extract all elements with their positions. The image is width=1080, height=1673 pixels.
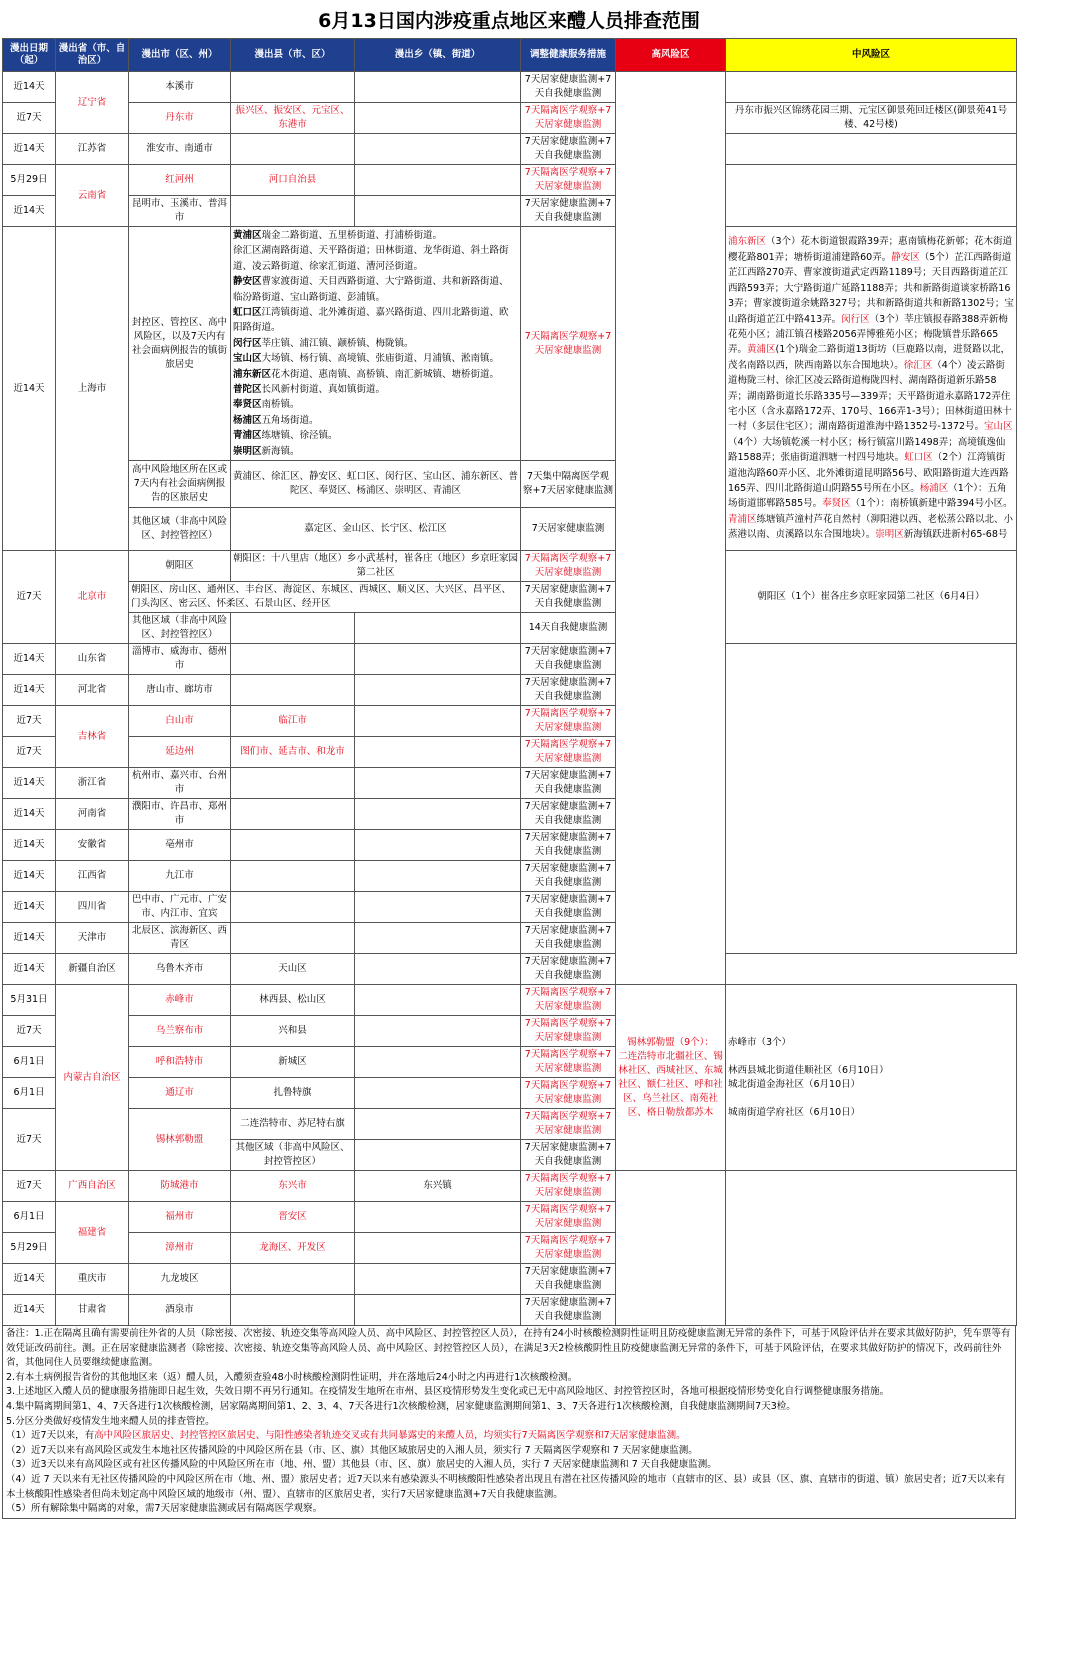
cell-measure: 7天隔离医学观察+7天居家健康监测 [521, 1047, 616, 1078]
district-name: 浦东新区 [233, 368, 272, 380]
cell-province: 上海市 [56, 227, 129, 551]
cell-measure: 7天居家健康监测+7天自我健康监测 [521, 72, 616, 103]
cell-city: 朝阳区、房山区、通州区、丰台区、海淀区、东城区、西城区、顺义区、大兴区、昌平区、门头沟区、密云区、怀柔区、石景山区、经开区 [129, 582, 521, 613]
area-list: （5个）芷江西路街道芷江西路270弄、曹家渡街道武定西路1189号；天目西路街道芷江西路593弄；大宁路街道广延路1188弄；共和新路街道谈家桥路163弄；曹家渡街道余姚路327号；共和新路街道共和新路1302号；宝山路街道芷江中路413弄。 [728, 251, 1014, 325]
cell-city: 封控区、管控区、高中风险区，以及7天内有社会面病例报告的镇街旅居史 [129, 227, 231, 461]
area-list: （3个）花木街道银霞路39弄；惠南镇梅花新邨；花木街道樱花路801弄；塘桥街道浦建路60弄。 [728, 236, 1013, 263]
cell-measure: 7天隔离医学观察+7天居家健康监测 [521, 1109, 616, 1140]
cell-county [231, 1264, 355, 1295]
cell-city: 呼和浩特市 [129, 1047, 231, 1078]
note-item: （4）近 7 天以来有无社区传播风险的中风险区所在市（地、州、盟）旅居史者；近7天以来有感染源头不明核酸阳性感染者出现且有潜在社区传播风险的地市（直辖市的区、县）或县（区、旗、直辖市的街道、镇）旅居史者；近7天以来有本土核酸阳性感染者但尚未划定高中风险区域的地级市（州、盟）、直辖市的区旅居史者，实行7天居家健康监测+7天自我健康监测。 [6, 1474, 1006, 1500]
area-list: 新海镇跃进新村65-68号 [903, 529, 1008, 541]
area-list: （1个）：五角场街道邯郸路585号。 [728, 482, 1007, 510]
area-list: （2个）江湾镇街道池沟路60弄小区、北外滩街道昆明路56号、欧阳路街道大连西路165弄、四川北路街道山阴路55号所在小区。 [728, 452, 1009, 494]
cell-county: 龙海区、开发区 [231, 1233, 355, 1264]
mid-risk-item: 城北街道金海社区（6月10日） [728, 1078, 861, 1090]
cell-mid-risk [726, 165, 1017, 227]
note-item: （3）近3天以来有高风险区或有社区传播风险的中风险区所在市（地、州、盟）其他县（市、区、旗）旅居史的入湘人员，实行 7 天居家健康监测和 7 天自我健康监测。 [6, 1459, 717, 1471]
cell-city: 亳州市 [129, 830, 231, 861]
district-name: 宝山区 [233, 353, 262, 365]
cell-county [231, 1295, 355, 1326]
cell-measure: 7天居家健康监测+7天自我健康监测 [521, 768, 616, 799]
header-row [3, 39, 1017, 72]
cell-high-risk [616, 72, 726, 985]
cell-measure: 7天居家健康监测+7天自我健康监测 [521, 644, 616, 675]
cell-town [355, 134, 521, 165]
cell-town [355, 1264, 521, 1295]
area-list: （4个）凌云路街道梅陇三村、徐汇区凌云路街道梅陇四村、湖南路街道新乐路58弄；湖南路街道长乐路335号—339弄；天平路街道永嘉路172弄住宅小区（含永嘉路172弄、170号、166弄1-3号）；田林街道田林十一村（多层住宅区）；湖南路街道淮海中路1352号-1372号。 [728, 359, 1012, 433]
cell-measure: 7天隔离医学观察+7天居家健康监测 [521, 1233, 616, 1264]
town-list-item [233, 305, 518, 336]
col-town: 漫出乡（镇、街道） [355, 39, 521, 72]
col-county: 漫出县（市、区） [231, 39, 355, 72]
cell-town [355, 1202, 521, 1233]
town-list-item [233, 351, 518, 366]
cell-county: 林西县、松山区 [231, 985, 355, 1016]
cell-city: 通辽市 [129, 1078, 231, 1109]
col-city: 漫出市（区、州） [129, 39, 231, 72]
cell-city: 淮安市、南通市 [129, 134, 231, 165]
cell-date: 5月31日 [3, 985, 56, 1016]
cell-county: 图们市、延吉市、和龙市 [231, 737, 355, 768]
cell-province: 云南省 [56, 165, 129, 227]
cell-date: 近14天 [3, 892, 56, 923]
cell-city: 本溪市 [129, 72, 231, 103]
cell-city: 乌鲁木齐市 [129, 954, 231, 985]
cell-measure: 7天隔离医学观察+7天居家健康监测 [521, 737, 616, 768]
cell-date: 近14天 [3, 227, 56, 551]
cell-city: 昆明市、玉溪市、普洱市 [129, 196, 231, 227]
cell-town [355, 954, 521, 985]
cell-province: 新疆自治区 [56, 954, 129, 985]
note-item: 3.上述地区入醴人员的健康服务措施即日起生效，失效日期不再另行通知。在疫情发生地所在市州、县区疫情形势发生变化或已无中高风险地区、封控管控区时，各地可根据疫情形势变化自行调整健康服务措施。 [6, 1386, 890, 1398]
cell-county [231, 799, 355, 830]
cell-measure: 7天居家健康监测+7天自我健康监测 [521, 582, 616, 613]
district-name: 杨浦区 [233, 414, 262, 426]
cell-province: 河北省 [56, 675, 129, 706]
cell-measure: 7天居家健康监测+7天自我健康监测 [521, 196, 616, 227]
cell-measure: 7天隔离医学观察+7天居家健康监测 [521, 1016, 616, 1047]
note-item: （5）所有解除集中隔离的对象，需7天居家健康监测或居有隔离医学观察。 [6, 1503, 323, 1515]
cell-measure: 7天隔离医学观察+7天居家健康监测 [521, 706, 616, 737]
district-name: 崇明区 [233, 445, 262, 457]
town-names: 长风新村街道、真如镇街道。 [261, 384, 386, 396]
cell-date: 近14天 [3, 954, 56, 985]
district-name: 杨浦区 [919, 482, 949, 494]
table-row [3, 227, 1017, 461]
town-names: 新海镇。 [261, 445, 300, 457]
cell-county [231, 830, 355, 861]
cell-measure: 7天隔离医学观察+7天居家健康监测 [521, 985, 616, 1016]
cell-city: 高中风险地区所在区或7天内有社会面病例报告的区旅居史 [129, 461, 231, 508]
district-name: 虹口区 [904, 452, 933, 464]
cell-date: 近7天 [3, 737, 56, 768]
cell-measure: 7天居家健康监测+7天自我健康监测 [521, 1140, 616, 1171]
cell-county [231, 644, 355, 675]
cell-county [231, 675, 355, 706]
town-list-item [233, 397, 518, 412]
cell-date: 近14天 [3, 830, 56, 861]
cell-city: 其他区域（非高中风险区、封控管控区） [129, 508, 231, 551]
cell-town [355, 892, 521, 923]
notes-section [2, 1326, 1016, 1519]
cell-measure: 7天居家健康监测+7天自我健康监测 [521, 134, 616, 165]
cell-city: 丹东市 [129, 103, 231, 134]
cell-city: 白山市 [129, 706, 231, 737]
town-list-item [233, 228, 518, 243]
note-prefix: （1）近7天以来，有 [6, 1430, 95, 1442]
note-item: 5.分区分类做好疫情发生地来醴人员的排查管控。 [6, 1415, 215, 1427]
table-row [3, 644, 1017, 675]
district-name: 青浦区 [233, 430, 262, 442]
cell-province: 广西自治区 [56, 1171, 129, 1202]
cell-city: 淄博市、威海市、德州市 [129, 644, 231, 675]
town-names: 花木街道、惠南镇、高桥镇、南汇新城镇、塘桥街道。 [271, 368, 500, 380]
cell-county [231, 861, 355, 892]
cell-date: 近14天 [3, 72, 56, 103]
cell-county [231, 892, 355, 923]
cell-town: 东兴镇 [355, 1171, 521, 1202]
cell-measure: 7天居家健康监测 [521, 508, 616, 551]
cell-measure: 7天居家健康监测+7天自我健康监测 [521, 799, 616, 830]
cell-city: 酒泉市 [129, 1295, 231, 1326]
town-names: 五角场街道。 [261, 414, 319, 426]
note-item: 备注：1.正在隔离且确有需要前往外省的人员（除密接、次密接、轨迹交集等高风险人员、高中风险区、封控管控区人员），在持有24小时核酸检测阴性证明且防疫健康监测无异常的条件下，可基于风险评估并在要求其做好防护，凭车票等有效凭证改码前往。测。正在居家健康监测者（除密接、次密接、轨迹交集等高风险人员、高中风险区、封控管控区人员），在满足3天2检核酸阴性且防疫健康监测无异常的条件下，可基于风险评估，在要求其做好防护的情况下，改码前往外省，其他同住人员要继续健康监测。 [6, 1328, 1011, 1369]
cell-date: 5月29日 [3, 1233, 56, 1264]
district-name: 浦东新区 [728, 236, 767, 248]
district-name: 青浦区 [728, 513, 757, 525]
table-row [3, 954, 1017, 985]
cell-date: 近14天 [3, 644, 56, 675]
cell-city: 其他区域（非高中风险区、封控管控区） [129, 613, 231, 644]
cell-county: 其他区域（非高中风险区、封控管控区） [231, 1140, 355, 1171]
note-item: （2）近7天以来有高风险区或发生本地社区传播风险的中风险区所在县（市、区、旗）其他区域旅居史的入湘人员，须实行 7 天隔离医学观察和 7 天居家健康监测。 [6, 1444, 698, 1456]
cell-city: 唐山市、廊坊市 [129, 675, 231, 706]
cell-measure: 7天居家健康监测+7天自我健康监测 [521, 1264, 616, 1295]
town-names: 徐汇区湖南路街道、天平路街道；田林街道、龙华街道、斜土路街道、凌云路街道、徐家汇街道、漕河泾街道。 [233, 245, 509, 272]
cell-province: 天津市 [56, 923, 129, 954]
cell-date: 6月1日 [3, 1047, 56, 1078]
cell-towns [231, 227, 521, 461]
cell-date: 近14天 [3, 1295, 56, 1326]
cell-measure: 7天隔离医学观察+7天居家健康监测 [521, 165, 616, 196]
cell-province: 江苏省 [56, 134, 129, 165]
cell-county [231, 923, 355, 954]
note-highlight: 高中风险区旅居史、封控管控区旅居史、与阳性感染者轨迹交叉或有共同暴露史的来醴人员，均须实行7天隔离医学观察和7天居家健康监测。 [94, 1430, 686, 1442]
cell-city: 北辰区、滨海新区、西青区 [129, 923, 231, 954]
cell-town [355, 799, 521, 830]
town-list-item [233, 336, 518, 351]
cell-measure: 7天隔离医学观察+7天居家健康监测 [521, 551, 616, 582]
cell-town [355, 1016, 521, 1047]
cell-town [355, 1233, 521, 1264]
town-names: 大场镇、杨行镇、高境镇、张庙街道、月浦镇、淞南镇。 [261, 353, 500, 365]
cell-province: 山东省 [56, 644, 129, 675]
cell-mid-risk [726, 1171, 1017, 1326]
town-list-item [233, 413, 518, 428]
area-list: （4个）大场镇乾溪一村小区；杨行镇富川路1498弄；高境镇逸仙路1588弄；张庙街道泗塘一村四号地块。 [728, 436, 1006, 464]
cell-province: 内蒙古自治区 [56, 985, 129, 1171]
cell-measure: 7天居家健康监测+7天自我健康监测 [521, 954, 616, 985]
district-name: 静安区 [233, 276, 262, 288]
cell-city: 漳州市 [129, 1233, 231, 1264]
cell-mid-risk: 丹东市振兴区锦绣花园三期、元宝区御景苑回迁楼区(御景苑41号楼、42号楼) [726, 103, 1017, 134]
col-measure: 调整健康服务措施 [521, 39, 616, 72]
town-list-item [233, 444, 518, 459]
cell-county [231, 613, 355, 644]
cell-town [355, 1140, 521, 1171]
cell-town [355, 737, 521, 768]
cell-town [355, 1295, 521, 1326]
area-list: （1个）：南桥镇新建中路394号小区。 [850, 498, 1013, 510]
cell-county: 晋安区 [231, 1202, 355, 1233]
district-name: 奉贤区 [822, 498, 851, 510]
area-list: 练塘镇芦潼村芦花自然村（泖阳港以西、老松蒸公路以北、小蒸港以南、贞溪路以东合围地块）。 [728, 513, 1014, 541]
cell-city: 延边州 [129, 737, 231, 768]
cell-province: 福建省 [56, 1202, 129, 1264]
cell-date: 近7天 [3, 1016, 56, 1047]
cell-county: 二连浩特市、苏尼特右旗 [231, 1109, 355, 1140]
district-name: 闵行区 [233, 337, 262, 349]
cell-province: 浙江省 [56, 768, 129, 799]
cell-measure: 7天居家健康监测+7天自我健康监测 [521, 892, 616, 923]
cell-date: 近14天 [3, 861, 56, 892]
cell-date: 近7天 [3, 1171, 56, 1202]
cell-measure: 7天隔离医学观察+7天居家健康监测 [521, 1171, 616, 1202]
cell-province: 重庆市 [56, 1264, 129, 1295]
cell-province: 河南省 [56, 799, 129, 830]
district-name: 虹口区 [233, 307, 262, 319]
cell-date: 近14天 [3, 196, 56, 227]
table-row [3, 134, 1017, 165]
cell-town [355, 72, 521, 103]
nm-mid-risk-cell [726, 985, 1017, 1171]
col-province: 漫出省（市、自治区） [56, 39, 129, 72]
cell-city: 赤峰市 [129, 985, 231, 1016]
town-list-item [233, 367, 518, 382]
cell-town [355, 613, 521, 644]
cell-measure: 7天居家健康监测+7天自我健康监测 [521, 675, 616, 706]
nm-high-list: 二连浩特市北疆社区、锡林社区、西城社区、东城社区、额仁社区、呼和社区、乌兰社区、南苑社区、格日勒敖都苏木 [618, 1050, 723, 1118]
cell-town [355, 861, 521, 892]
cell-date: 5月29日 [3, 165, 56, 196]
district-name: 闵行区 [841, 313, 870, 325]
cell-province: 辽宁省 [56, 72, 129, 134]
cell-county: 扎鲁特旗 [231, 1078, 355, 1109]
cell-high-risk [616, 1171, 726, 1326]
cell-measure: 14天自我健康监测 [521, 613, 616, 644]
mid-risk-item: 赤峰市（3个） [728, 1036, 792, 1048]
cell-town [355, 103, 521, 134]
cell-town [355, 1078, 521, 1109]
cell-county: 黄浦区、徐汇区、静安区、虹口区、闵行区、宝山区、浦东新区、普陀区、奉贤区、杨浦区、崇明区、青浦区 [231, 461, 521, 508]
town-names: 莘庄镇、浦江镇、颛桥镇、梅陇镇。 [261, 337, 414, 349]
cell-county [231, 72, 355, 103]
cell-city: 巴中市、广元市、广安市、内江市、宜宾 [129, 892, 231, 923]
col-date: 漫出日期（起） [3, 39, 56, 72]
town-list-item [233, 428, 518, 443]
mid-risk-item: 城南街道学府社区（6月10日） [728, 1106, 861, 1118]
town-list-item [233, 382, 518, 397]
cell-date: 近14天 [3, 799, 56, 830]
table-row [3, 72, 1017, 103]
town-list-item [233, 274, 518, 305]
page [2, 0, 1016, 1519]
col-high-risk: 高风险区 [616, 39, 726, 72]
cell-city: 乌兰察布市 [129, 1016, 231, 1047]
cell-province: 北京市 [56, 551, 129, 644]
cell-county: 新城区 [231, 1047, 355, 1078]
cell-town [355, 830, 521, 861]
cell-province: 安徽省 [56, 830, 129, 861]
cell-town [355, 644, 521, 675]
cell-mid-risk [726, 72, 1017, 103]
table-row [3, 165, 1017, 196]
note-item: 2.有本土病例报告省份的其他地区来（返）醴人员，入醴须查验48小时核酸检测阴性证明，并在落地后24小时之内再进行1次核酸检测。 [6, 1371, 578, 1383]
town-names: 曹家渡街道、天目西路街道、大宁路街道、共和新路街道、临汾路街道、宝山路街道、彭浦镇。 [233, 276, 509, 303]
cell-county: 天山区 [231, 954, 355, 985]
cell-date: 近14天 [3, 1264, 56, 1295]
cell-city: 红河州 [129, 165, 231, 196]
cell-measure: 7天居家健康监测+7天自我健康监测 [521, 830, 616, 861]
note-item: 4.集中隔离期间第1、4、7天各进行1次核酸检测，居家隔离期间第1、2、3、4、7天各进行1次核酸检测，居家健康监测期间第1、3、7天各进行1次核酸检测，自我健康监测期间7天3检。 [6, 1401, 796, 1413]
cell-city: 九龙坡区 [129, 1264, 231, 1295]
district-name: 黄浦区 [233, 230, 262, 241]
cell-town [355, 675, 521, 706]
cell-town [355, 1047, 521, 1078]
district-name: 黄浦区 [747, 344, 776, 356]
area-list: （3个）莘庄镇报春路388弄新梅花苑小区；浦江镇召楼路2056弄博雅苑小区；梅陇镇普乐路665弄。 [728, 313, 1008, 356]
cell-town [355, 768, 521, 799]
cell-county: 临江市 [231, 706, 355, 737]
cell-county [231, 768, 355, 799]
note-item [6, 1429, 1012, 1444]
town-names: 瑞金二路街道、五里桥街道、打浦桥街道。 [261, 230, 443, 241]
town-names: 南桥镇。 [261, 399, 300, 411]
district-name: 崇明区 [875, 529, 904, 541]
cell-measure: 7天隔离医学观察+7天居家健康监测 [521, 103, 616, 134]
nm-high-title: 锡林郭勒盟（9个）： [627, 1036, 714, 1048]
cell-mid-risk [726, 227, 1017, 551]
cell-measure: 7天居家健康监测+7天自我健康监测 [521, 1295, 616, 1326]
cell-county: 东兴市 [231, 1171, 355, 1202]
table-row [3, 551, 1017, 582]
cell-province: 江西省 [56, 861, 129, 892]
district-name: 宝山区 [984, 421, 1013, 433]
cell-town [355, 1109, 521, 1140]
cell-measure: 7天隔离医学观察+7天居家健康监测 [521, 1078, 616, 1109]
town-names: 江湾镇街道、北外滩街道、嘉兴路街道、四川北路街道、欧阳路街道。 [233, 307, 509, 334]
district-name: 徐汇区 [903, 359, 933, 371]
cell-date: 近7天 [3, 103, 56, 134]
cell-measure: 7天隔离医学观察+7天居家健康监测 [521, 227, 616, 461]
table-row [3, 1171, 1017, 1202]
cell-measure: 7天集中隔离医学观察+7天居家健康监测 [521, 461, 616, 508]
cell-city: 朝阳区 [129, 551, 231, 582]
screening-table [2, 38, 1017, 1326]
table-row [3, 985, 1017, 1016]
cell-date: 近14天 [3, 923, 56, 954]
town-list-item [233, 243, 518, 274]
cell-province: 甘肃省 [56, 1295, 129, 1326]
col-mid-risk: 中风险区 [726, 39, 1017, 72]
cell-city: 锡林郭勒盟 [129, 1109, 231, 1171]
cell-town [355, 196, 521, 227]
district-name: 奉贤区 [233, 399, 262, 411]
cell-date: 近14天 [3, 134, 56, 165]
cell-town [355, 923, 521, 954]
cell-date: 6月1日 [3, 1202, 56, 1233]
cell-county [231, 134, 355, 165]
cell-town [355, 985, 521, 1016]
cell-province: 吉林省 [56, 706, 129, 768]
cell-county: 振兴区、振安区、元宝区、东港市 [231, 103, 355, 134]
cell-date: 近14天 [3, 768, 56, 799]
cell-town [355, 706, 521, 737]
cell-measure: 7天居家健康监测+7天自我健康监测 [521, 861, 616, 892]
table-row [3, 103, 1017, 134]
cell-measure: 7天隔离医学观察+7天居家健康监测 [521, 1202, 616, 1233]
cell-county: 嘉定区、金山区、长宁区、松江区 [231, 508, 521, 551]
cell-mid-risk [726, 644, 1017, 954]
district-name: 静安区 [891, 251, 920, 263]
cell-city: 福州市 [129, 1202, 231, 1233]
cell-county: 河口自治县 [231, 165, 355, 196]
cell-county [231, 196, 355, 227]
cell-town [355, 165, 521, 196]
cell-measure: 7天居家健康监测+7天自我健康监测 [521, 923, 616, 954]
cell-city: 九江市 [129, 861, 231, 892]
cell-date: 近7天 [3, 1109, 56, 1171]
cell-date: 近7天 [3, 706, 56, 737]
cell-city: 杭州市、嘉兴市、台州市 [129, 768, 231, 799]
cell-town: 朝阳区：十八里店（地区）乡小武基村，崔各庄（地区）乡京旺家园第二社区 [231, 551, 521, 582]
cell-city: 防城港市 [129, 1171, 231, 1202]
cell-city: 濮阳市、许昌市、郑州市 [129, 799, 231, 830]
area-list: (1个)瑞金二路街道13街坊（巨鹿路以南，进贤路以北，茂名南路以西，陕西南路以东合围地块）。 [728, 344, 1011, 371]
cell-date: 近7天 [3, 551, 56, 644]
cell-date: 近14天 [3, 675, 56, 706]
cell-mid-risk [726, 134, 1017, 165]
town-names: 练塘镇、徐泾镇。 [261, 430, 338, 442]
mid-risk-item: 林西县城北街道佳顺社区（6月10日） [728, 1064, 889, 1076]
cell-county: 兴和县 [231, 1016, 355, 1047]
nm-high-risk-cell [616, 985, 726, 1171]
cell-province: 四川省 [56, 892, 129, 923]
district-name: 普陀区 [233, 384, 262, 396]
page-title: 6月13日国内涉疫重点地区来醴人员排查范围 [318, 10, 700, 32]
cell-date: 6月1日 [3, 1078, 56, 1109]
cell-mid-risk: 朝阳区（1个）崔各庄乡京旺家园第二社区（6月4日） [726, 551, 1017, 644]
